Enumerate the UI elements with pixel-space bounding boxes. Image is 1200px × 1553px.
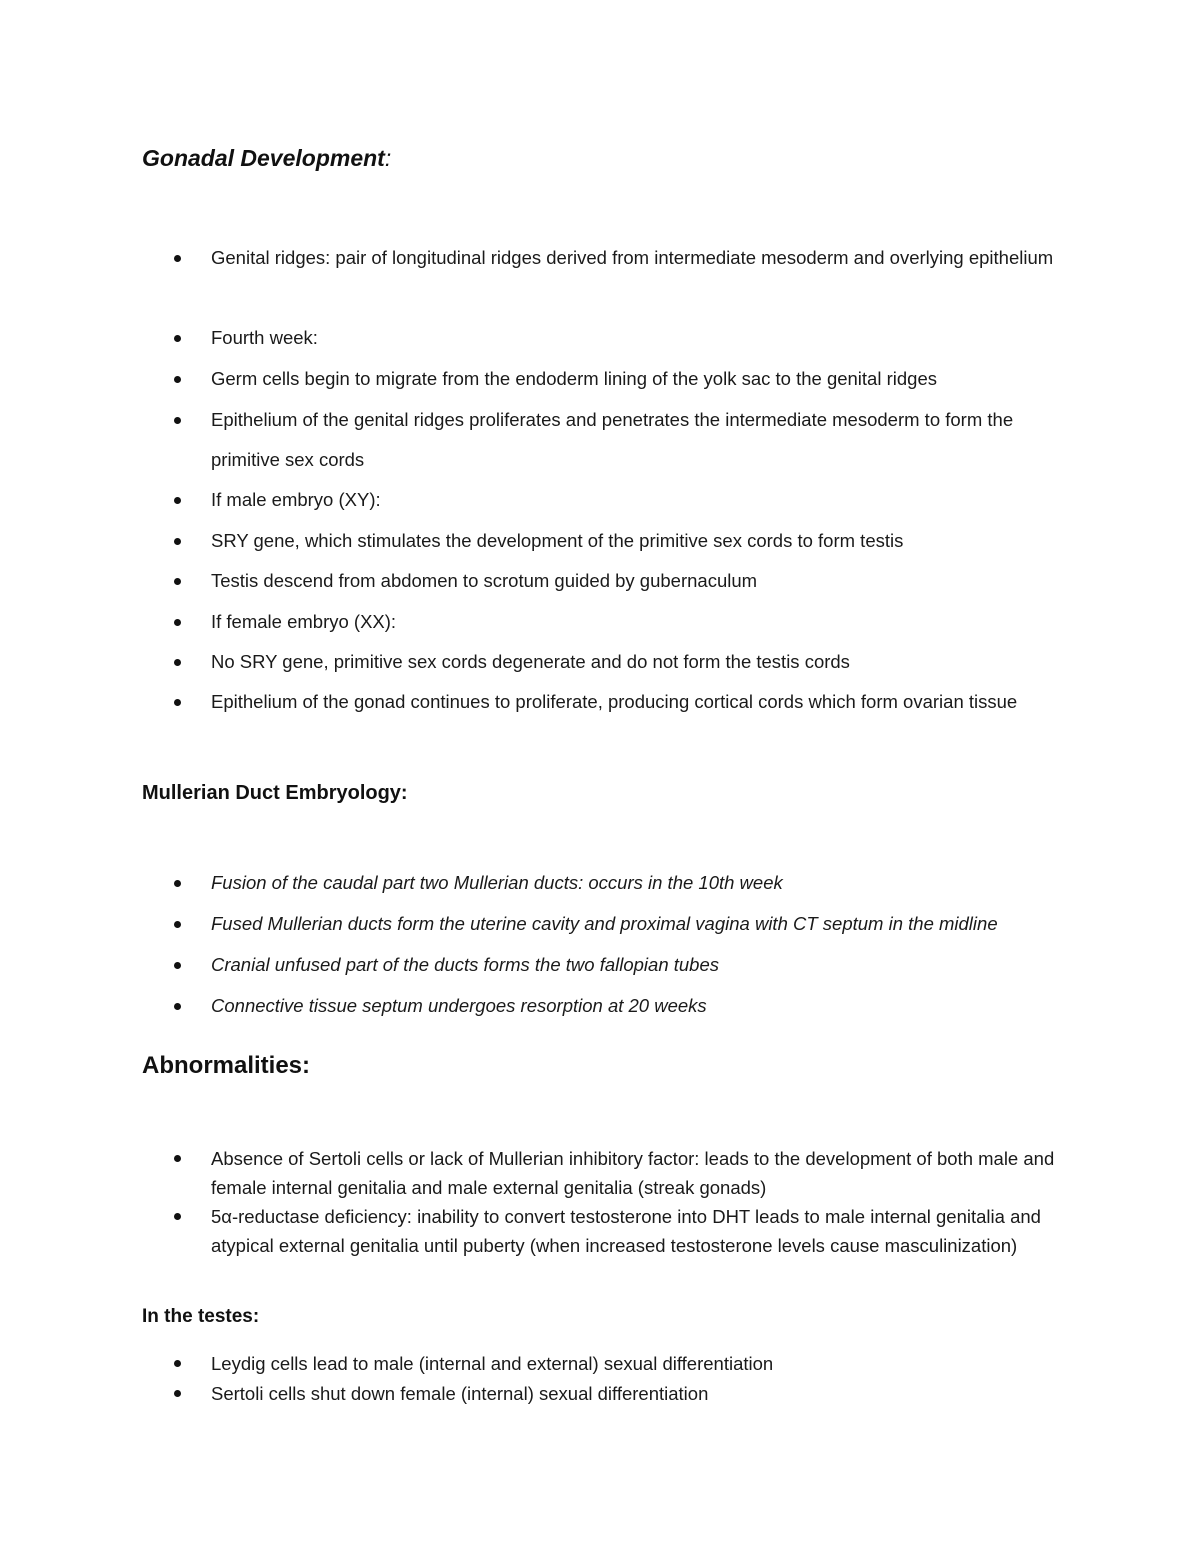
list-item-text: Epithelium of the gonad continues to proliferate, producing cortical cords which form ovarian tissue xyxy=(211,691,1018,712)
list-item-text: Sertoli cells shut down female (internal) sexual differentiation xyxy=(211,1383,709,1404)
mullerian-duct-heading: Mullerian Duct Embryology: xyxy=(142,782,408,804)
bullet-icon xyxy=(174,1213,181,1220)
gonadal-development-colon: : xyxy=(384,145,392,171)
list-item-text: Cranial unfused part of the ducts forms the two fallopian tubes xyxy=(211,954,720,975)
list-item-text: SRY gene, which stimulates the development of the primitive sex cords to form testis xyxy=(211,530,904,551)
list-item-text: Leydig cells lead to male (internal and external) sexual differentiation xyxy=(211,1353,774,1374)
list-item-text: Fusion of the caudal part two Mullerian ducts: occurs in the 10th week xyxy=(211,872,783,893)
list-item-text: 5α-reductase deficiency: inability to convert testosterone into DHT leads to male internal genitalia and atypical external genitalia until puberty (when increased testosterone levels cause masculinization) xyxy=(211,1206,1041,1256)
list-item-text: Absence of Sertoli cells or lack of Mullerian inhibitory factor: leads to the development of both male and female internal genitalia and male external genitalia (streak gonads) xyxy=(211,1148,1055,1198)
bullet-icon xyxy=(174,538,181,545)
bullet-icon xyxy=(174,1390,181,1397)
bullet-icon xyxy=(174,619,181,626)
bullet-icon xyxy=(174,1003,181,1010)
bullet-icon xyxy=(174,578,181,585)
testes-heading: In the testes: xyxy=(142,1306,260,1327)
bullet-icon xyxy=(174,417,181,424)
list-item-text: Epithelium of the genital ridges proliferates and penetrates the intermediate mesoderm to form the primitive sex cords xyxy=(211,409,1014,470)
bullet-icon xyxy=(174,921,181,928)
list-item-text: No SRY gene, primitive sex cords degenerate and do not form the testis cords xyxy=(211,651,850,672)
list-item-text: Genital ridges: pair of longitudinal ridges derived from intermediate mesoderm and overlying epithelium xyxy=(211,247,1054,268)
list-item-text: If male embryo (XY): xyxy=(211,489,381,510)
bullet-icon xyxy=(174,376,181,383)
list-item-text: Testis descend from abdomen to scrotum guided by gubernaculum xyxy=(211,570,758,591)
bullet-icon xyxy=(174,335,181,342)
bullet-icon xyxy=(174,1360,181,1367)
bullet-icon xyxy=(174,962,181,969)
bullet-icon xyxy=(174,1155,181,1162)
bullet-icon xyxy=(174,699,181,706)
bullet-icon xyxy=(174,497,181,504)
list-item-text: Connective tissue septum undergoes resorption at 20 weeks xyxy=(211,995,707,1016)
list-item-text: Fourth week: xyxy=(211,327,318,348)
list-item-text: If female embryo (XX): xyxy=(211,611,397,632)
bullet-icon xyxy=(174,880,181,887)
list-item-text: Germ cells begin to migrate from the endoderm lining of the yolk sac to the genital ridges xyxy=(211,368,937,389)
gonadal-development-title: Gonadal Development xyxy=(142,145,385,171)
bullet-icon xyxy=(174,255,181,262)
list-item-text: Fused Mullerian ducts form the uterine cavity and proximal vagina with CT septum in the midline xyxy=(211,913,998,934)
bullet-icon xyxy=(174,659,181,666)
abnormalities-heading: Abnormalities: xyxy=(142,1052,311,1079)
gonadal-development-heading xyxy=(142,145,391,172)
